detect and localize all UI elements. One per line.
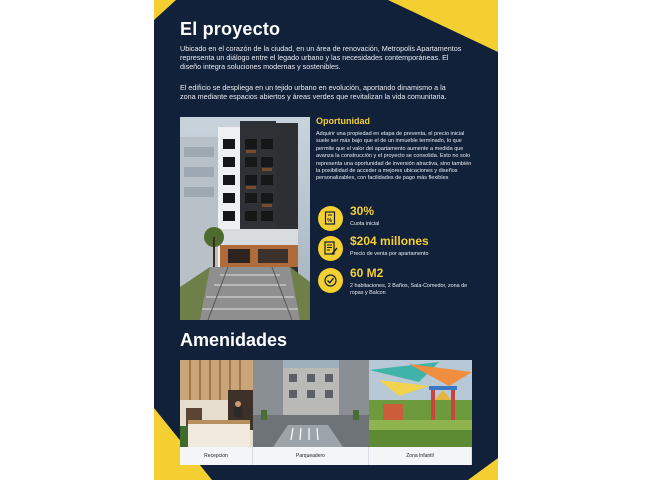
amenity-card-parking	[253, 360, 369, 465]
reception-image	[180, 360, 253, 447]
building-render-image	[180, 117, 310, 320]
amenities-title: Amenidades	[180, 330, 288, 350]
area-measure-icon	[318, 268, 343, 293]
price-document-icon	[318, 236, 343, 261]
project-intro-paragraph-2: El edificio se despliega en un tejido urbano en evolución, aportando dinamismo a la zona mediante espacios abiertos y áreas verdes que revitalizan la vida comunitaria.	[180, 83, 447, 102]
svg-text:%: %	[327, 218, 333, 225]
amenities-gallery	[180, 360, 472, 465]
amenity-card-kids-zone	[369, 360, 472, 465]
amenity-card-reception	[180, 360, 253, 465]
decor-triangle-bottom-right	[468, 458, 498, 480]
opportunity-title: Oportunidad	[316, 116, 370, 126]
kids-zone-image	[369, 360, 472, 447]
decor-triangle-top-left	[154, 0, 176, 20]
parking-image	[253, 360, 369, 447]
amenity-label: Zona Infantil	[369, 447, 472, 465]
brochure-page	[154, 0, 498, 480]
stat-area	[318, 266, 478, 302]
stat-description: Precio de venta por apartamento	[350, 251, 429, 257]
opportunity-text: Adquirir una propiedad en etapa de preventa, el precio inicial suele ser más bajo que el de un inmueble terminado, lo que permite que el valor del apartamento aumente a medida que avanza la construcción y el proyecto se consolida. Esto no solo representa una oportunidad de inversión atractiva, sino también la posibilidad de acceder a mejores ubicaciones y diseños personalizables, con facilidades de pago más flexibles	[316, 131, 472, 182]
stat-description: Cuota inicial	[350, 221, 380, 227]
amenity-label: Recepcion	[180, 447, 253, 465]
amenity-label: Parqueadero	[253, 447, 369, 465]
stat-value: $204 millones	[350, 234, 429, 248]
project-intro-paragraph-1: Ubicado en el corazón de la ciudad, en un área de renovación, Metropolis Apartamentos representa un diálogo entre el legado urbano y las necesidades contemporáneas. El diseño integra soluciones modernas y sostenibles.	[180, 44, 462, 72]
stat-value: 30%	[350, 204, 375, 218]
stat-price	[318, 234, 478, 270]
stat-value: 60 M2	[350, 266, 384, 280]
stat-description: 2 habitaciones, 2 Baños, Sala-Comedor, zona de ropas y Balcon	[350, 283, 468, 296]
project-title: El proyecto	[180, 19, 281, 39]
percent-document-icon	[318, 206, 343, 231]
